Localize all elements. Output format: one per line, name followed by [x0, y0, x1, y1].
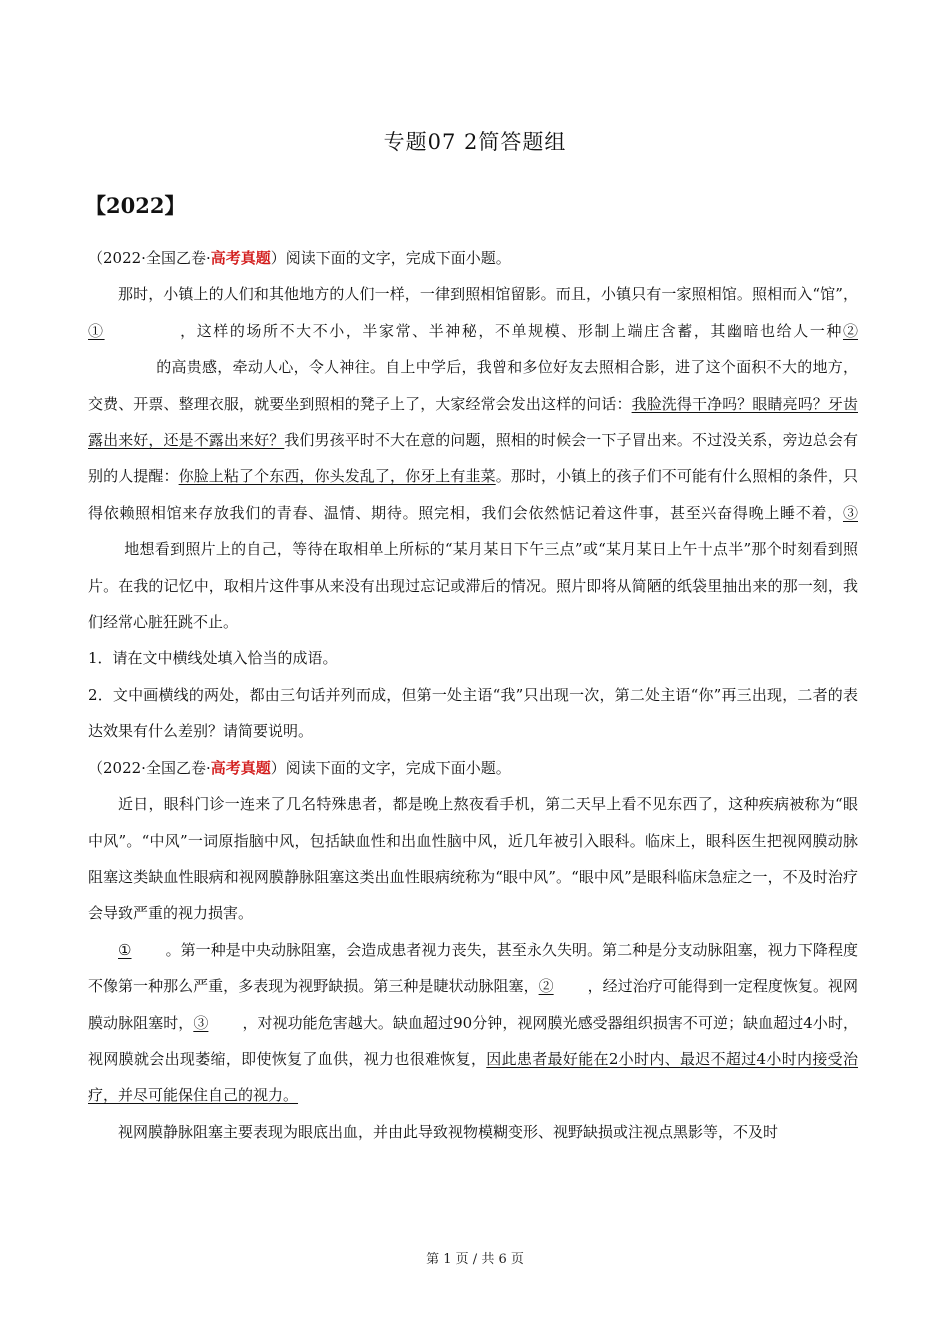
question-2: 2．文中画横线的两处，都由三句话并列而成，但第一处主语“我”只出现一次，第二处主语“你”再三出现，二者的表达效果有什么差别？请简要说明。 [88, 685, 858, 741]
blank-2: ② [842, 321, 858, 340]
blank-p2-1: ① [118, 940, 132, 959]
blank-p2-3: ③ [193, 1013, 209, 1032]
page-footer: 第 1 页 / 共 6 页 [426, 1252, 524, 1267]
question-1: 1．请在文中横线处填入恰当的成语。 [88, 649, 338, 668]
passage1-text: 那时，小镇上的人们和其他地方的人们一样，一律到照相馆留影。而且，小镇只有一家照相馆。照相而入“馆”，① ，这样的场所不大不小，半家常、半神秘，不单规模、形制上端庄含蓄，其幽暗也给人一种②的高贵感，牵动人心，令人神往。自上中学后，我曾和多位好友去照相合影，进了这个面积不大的地方，交费、开票、整理衣服，就要坐到照相的凳子上了，大家经常会发出这样的问话：我脸洗得干净吗？眼睛亮吗？牙齿露出来好，还是不露出来好？我们男孩平时不大在意的问题，照相的时候会一下子冒出来。不过没关系，旁边总会有别的人提醒：你脸上粘了个东西，你头发乱了，你牙上有韭菜。那时，小镇上的孩子们不可能有什么照相的条件，只得依赖照相馆来存放我们的青春、温情、期待。照完相，我们会依然惦记着这件事，甚至兴奋得晚上睡不着，③地想看到照片上的自己，等待在取相单上所标的“某月某日下午三点”或“某月某日上午十点半”那个时刻看到照片。在我的记忆中，取相片这件事从来没有出现过忘记或滞后的情况。照片即将从简陋的纸袋里抽出来的那一刻，我们经常心脏狂跳不止。 [88, 285, 858, 632]
year-heading: 【2022】 [85, 193, 186, 218]
document-body [88, 240, 858, 1150]
passage1-source: （2022·全国乙卷·高考真题）阅读下面的文字，完成下面小题。 [88, 249, 511, 267]
blank-p2-2: ② [538, 977, 554, 996]
passage2-paragraph-1: 近日，眼科门诊一连来了几名特殊患者，都是晚上熬夜看手机，第二天早上看不见东西了，这种疾病被称为“眼中风”。“中风”一词原指脑中风，包括缺血性和出血性脑中风，近几年被引入眼科。临床上，眼科医生把视网膜动脉阻塞这类缺血性眼病和视网膜静脉阻塞这类出血性眼病统称为“眼中风”。“眼中风”是眼科临床急症之一，不及时治疗会导致严重的视力损害。 [88, 795, 858, 923]
page-title: 专题07 2简答题组 [383, 130, 567, 154]
passage2-paragraph-2: ① 。第一种是中央动脉阻塞，会造成患者视力丧失，甚至永久失明。第二种是分支动脉阻塞，视力下降程度不像第一种那么严重，多表现为视野缺损。第三种是睫状动脉阻塞，② ，经过治疗可能得到一定程度恢复。视网膜动脉阻塞时，③ ，对视功能危害越大。缺血超过90分钟，视网膜光感受器组织损害不可逆；缺血超过4小时，视网膜就会出现萎缩，即使恢复了血供，视力也很难恢复，因此患者最好能在2小时内、最迟不超过4小时内接受治疗，并尽可能保住自己的视力。 [88, 940, 858, 1105]
exam-highlight: 高考真题 [210, 249, 271, 267]
passage2-source: （2022·全国乙卷·高考真题）阅读下面的文字，完成下面小题。 [88, 758, 511, 777]
underlined-sentence-3: 因此患者最好能在2小时内、最迟不超过4小时内接受治疗，并尽可能保住自己的视力。 [88, 1049, 858, 1105]
passage2-paragraph-3: 视网膜静脉阻塞主要表现为眼底出血，并由此导致视物模糊变形、视野缺损或注视点黑影等，不及时 [118, 1122, 779, 1141]
underlined-sentence-2: 你脸上粘了个东西，你头发乱了，你牙上有韭菜 [178, 467, 496, 486]
underlined-sentence-1: 我脸洗得干净吗？眼睛亮吗？牙齿露出来好，还是不露出来好？ [88, 394, 858, 450]
blank-3: ③ [842, 503, 858, 522]
exam-highlight-2: 高考真题 [210, 758, 271, 777]
blank-1: ① [88, 321, 105, 340]
